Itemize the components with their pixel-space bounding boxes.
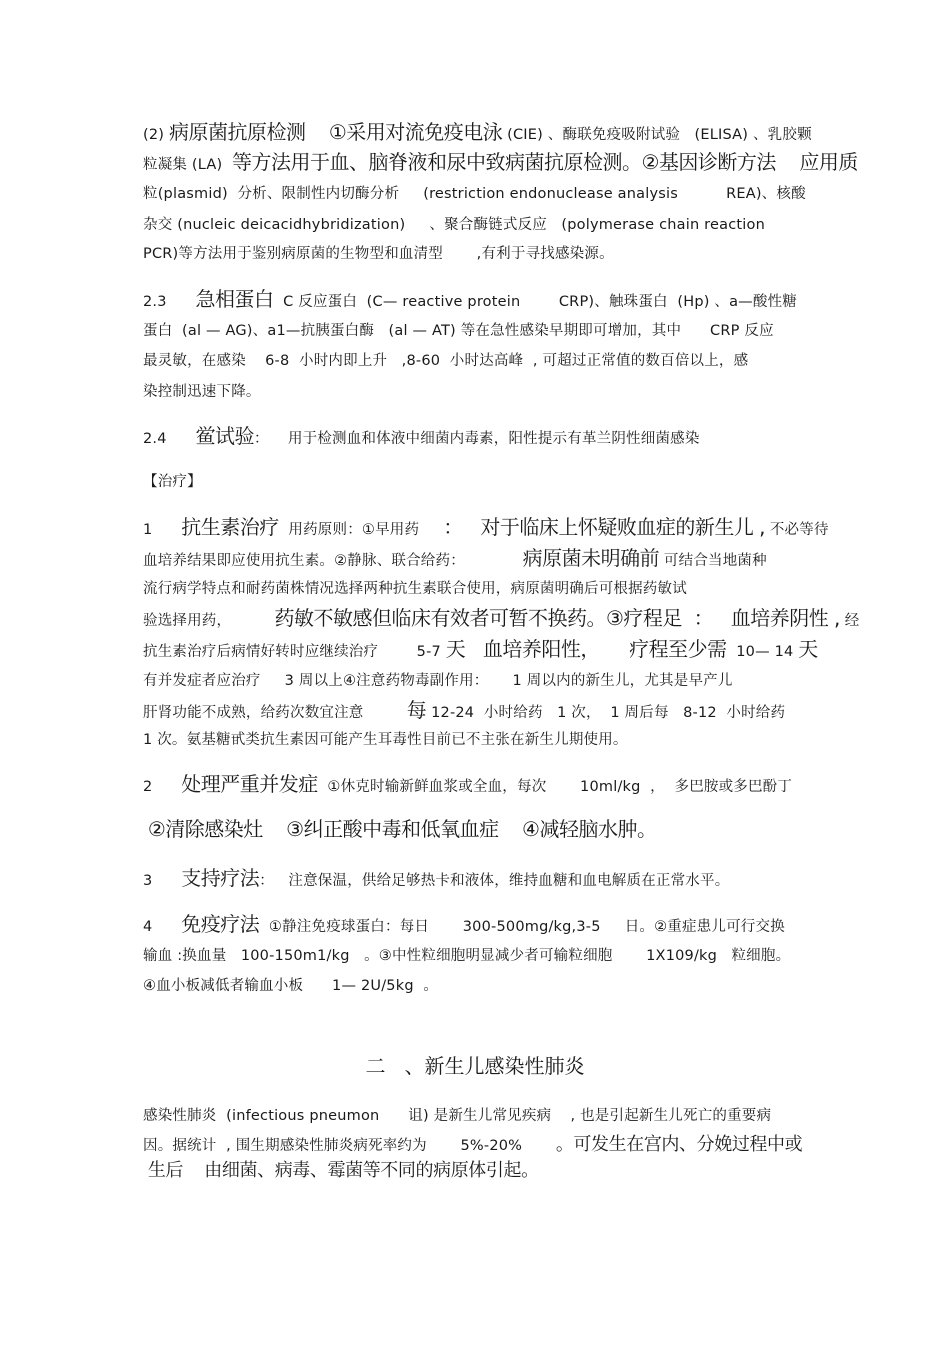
body-text: PCR)等方法用于鉴别病原菌的生物型和血清型 ,有利于寻找感染源。: [143, 246, 614, 262]
text-line: [143, 288, 797, 313]
body-text: 经: [839, 613, 860, 629]
body-text: (CIE) 、酶联免疫吸附试验 (ELISA) 、乳胶颗: [502, 127, 812, 143]
text-line: [143, 1160, 539, 1183]
text-line: [143, 1105, 771, 1127]
text-line: [143, 381, 261, 403]
body-text: 粒(plasmid) 分析、限制性内切酶分析 (restriction endonuclease analysis REA)、核酸: [143, 186, 806, 202]
body-text: 染控制迅速下降。: [143, 384, 261, 400]
body-text: 3: [143, 873, 182, 889]
text-line: [143, 699, 785, 724]
emphasis-text: 处理严重并发症: [181, 772, 318, 796]
body-text: 肝肾功能不成熟，给药次数宜注意: [143, 705, 407, 721]
body-text: 用药原则：①早用药: [278, 522, 444, 538]
body-text: 1 次。氨基糖甙类抗生素因可能产生耳毒性目前已不主张在新生儿期使用。: [143, 732, 628, 748]
section-title: 二 、新生儿感染性肺炎: [365, 1054, 585, 1078]
text-line: [143, 516, 829, 541]
emphasis-text: 支持疗法: [181, 866, 260, 890]
text-line: [143, 670, 733, 692]
emphasis-text: 急相蛋白: [195, 287, 274, 311]
body-text: 2: [143, 779, 182, 795]
body-text: 有并发症者应治疗 3 周以上④注意药物毒副作用： 1 周以内的新生儿，尤其是早产儿: [143, 673, 733, 689]
text-line: [143, 214, 765, 236]
emphasis-text: ②清除感染灶 ③纠正酸中毒和低氧血症 ④减轻脑水肿。: [147, 817, 657, 841]
body-text: 验选择用药，: [143, 613, 275, 629]
body-text: 2.4: [143, 431, 196, 447]
body-text: 2.3: [143, 294, 196, 310]
emphasis-text: 鲎试验: [195, 424, 255, 448]
emphasis-text: 。可发生在宫内、分娩过程中或: [555, 1134, 803, 1155]
text-line: [143, 151, 858, 176]
body-text: 可结合当地菌种: [659, 553, 767, 569]
text-line: [143, 183, 806, 205]
text-line: [143, 121, 812, 146]
body-text: 12-24 小时给药 1 次， 1 周后每 8-12 小时给药: [426, 705, 786, 721]
body-text: ： 用于检测血和体液中细菌内毒素，阳性提示有革兰阴性细菌感染: [254, 431, 700, 447]
text-line: [143, 607, 859, 632]
text-line: [143, 471, 202, 493]
text-line: [143, 913, 785, 938]
body-text: ①休克时输新鲜血浆或全血，每次 10ml/kg ， 多巴胺或多巴酚丁: [317, 779, 793, 795]
body-text: 不必等待: [765, 522, 829, 538]
body-text: 因。据统计 , 围生期感染性肺炎病死率约为 5%-20%: [143, 1138, 556, 1154]
body-text: 蛋白 (al — AG)、a1—抗胰蛋白酶 (al — AT) 等在急性感染早期即可增加，其中 CRP 反应: [143, 323, 774, 339]
emphasis-text: 病原菌抗原检测 ①采用对流免疫电泳: [168, 120, 503, 144]
text-line: [143, 975, 438, 997]
emphasis-text: 天: [798, 637, 818, 661]
text-line: [143, 350, 748, 372]
body-text: 最灵敏，在感染 6-8 小时内即上升 ,8-60 小时达高峰 , 可超过正常值的数百倍以上，感: [143, 353, 749, 369]
body-text: 输血 :换血量 100-150m1/kg 。③中性粒细胞明显减少者可输粒细胞 1X109/kg 粒细胞。: [143, 948, 791, 964]
text-line: [143, 425, 700, 450]
emphasis-text: 天 血培养阳性， 疗程至少需: [445, 637, 727, 661]
body-text: 10— 14: [726, 644, 799, 660]
emphasis-text: 药敏不敏感但临床有效者可暂不换药。③疗程足 ： 血培养阴性 ,: [274, 606, 840, 630]
body-text: ： 注意保温，供给足够热卡和液体，维持血糖和血电解质在正常水平。: [259, 873, 730, 889]
text-line: [143, 320, 774, 342]
text-line: [143, 773, 792, 798]
text-line: [143, 578, 687, 600]
text-line: [143, 867, 729, 892]
emphasis-text: ： 对于临床上怀疑败血症的新生儿 ,: [443, 515, 766, 539]
emphasis-text: 抗生素治疗: [181, 515, 279, 539]
text-line: [143, 243, 614, 265]
text-line: [143, 1134, 802, 1157]
body-text: 流行病学特点和耐药菌株情况选择两种抗生素联合使用，病原菌明确后可根据药敏试: [143, 581, 687, 597]
body-text: 杂交 (nucleic deicacidhybridization) 、聚合酶链式反应 (polymerase chain reaction: [143, 217, 765, 233]
text-line: [143, 638, 818, 663]
body-text: 感染性肺炎 (infectious pneumon 诅) 是新生儿常见疾病 , 也是引起新生儿死亡的重要病: [143, 1108, 772, 1124]
body-text: 粒凝集 (LA): [143, 157, 232, 173]
body-text: 血培养结果即应使用抗生素。②静脉、联合给药：: [143, 553, 523, 569]
text-line: [143, 945, 790, 967]
emphasis-text: 每: [406, 698, 427, 722]
body-text: (2): [143, 127, 169, 143]
body-text: 1: [143, 522, 182, 538]
body-text: ①静注免疫球蛋白：每日 300-500mg/kg,3-5 日。②重症患儿可行交换: [259, 919, 785, 935]
emphasis-text: 生后 由细菌、病毒、霉菌等不同的病原体引起。: [147, 1160, 539, 1181]
text-line: [143, 729, 628, 751]
emphasis-text: 等方法用于血、脑脊液和尿中致病菌抗原检测。②基因诊断方法 应用质: [231, 150, 858, 174]
text-line: [143, 547, 767, 572]
body-text: 抗生素治疗后病情好转时应继续治疗 5-7: [143, 644, 446, 660]
body-text: 【治疗】: [143, 474, 202, 490]
body-text: C 反应蛋白 (C— reactive protein CRP)、触珠蛋白 (Hp) 、a—酸性糖: [273, 294, 797, 310]
emphasis-text: 免疫疗法: [181, 912, 260, 936]
body-text: 4: [143, 919, 182, 935]
body-text: ④血小板减低者输血小板 1— 2U/5kg 。: [143, 978, 439, 994]
emphasis-text: 病原菌未明确前: [522, 546, 660, 570]
text-line: [143, 818, 656, 843]
